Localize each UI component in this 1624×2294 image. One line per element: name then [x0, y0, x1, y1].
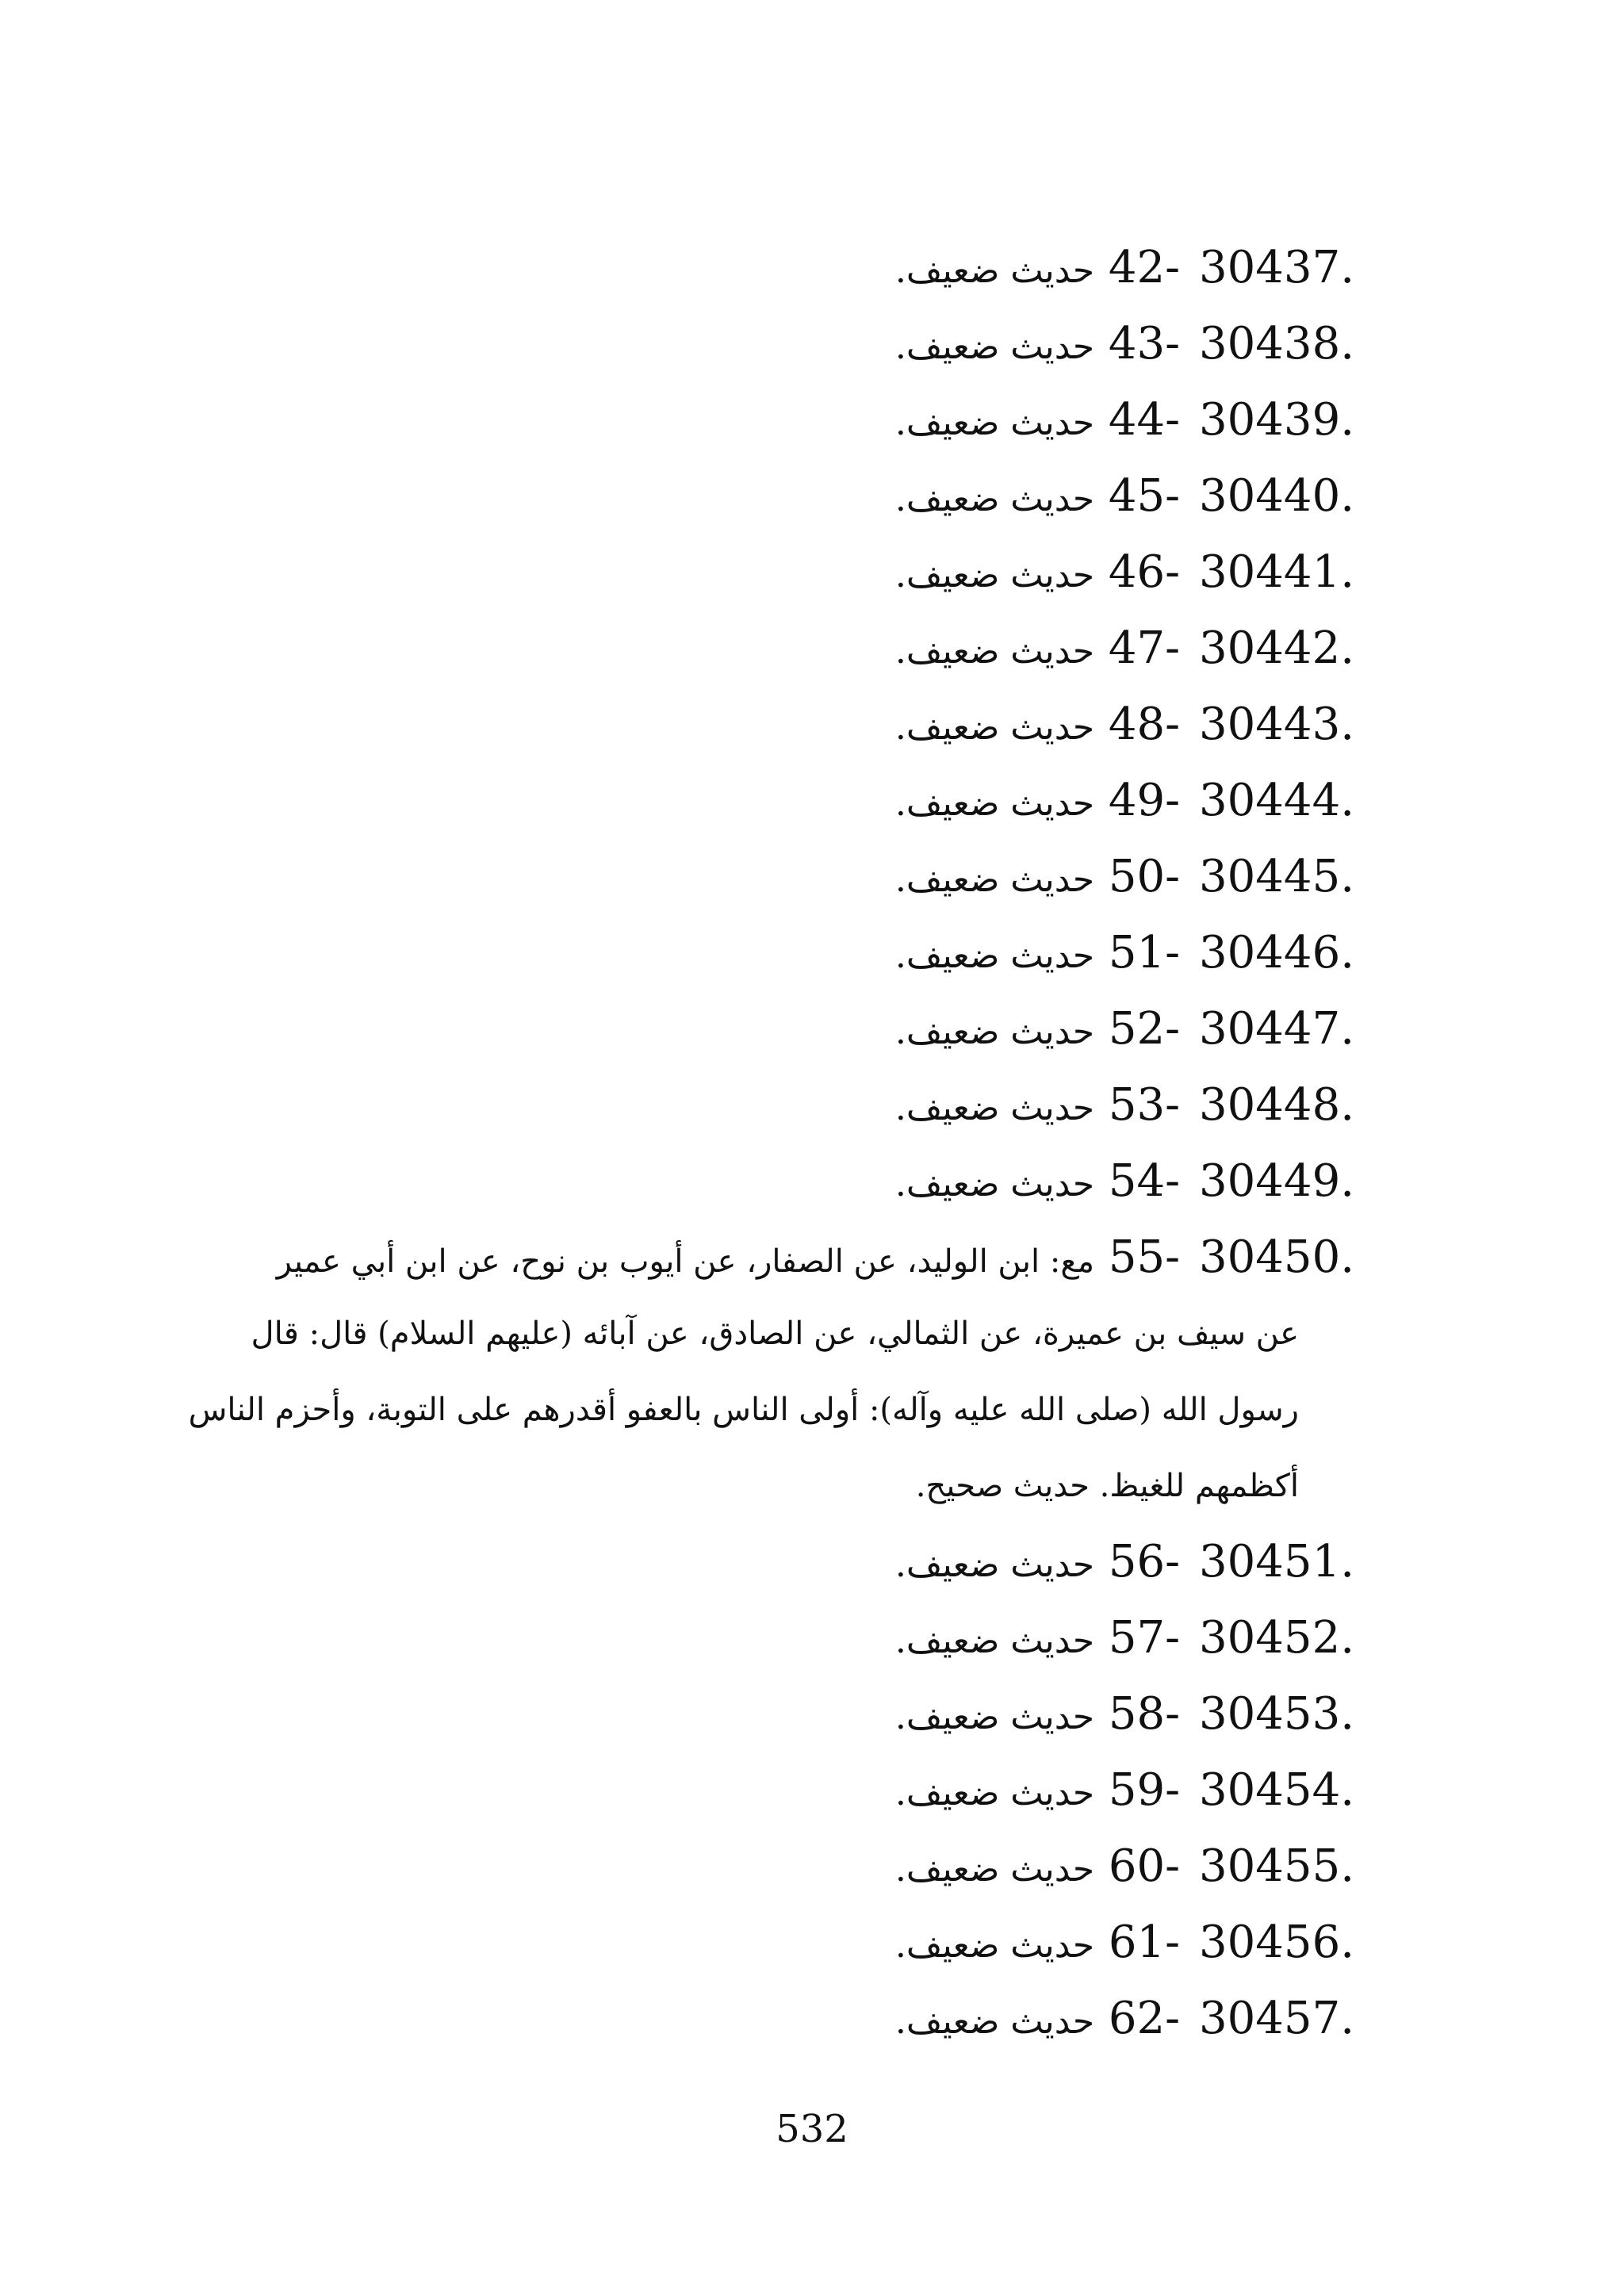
entry-text: حديث ضعيف.	[894, 1545, 1095, 1585]
entry-text: حديث ضعيف.	[894, 707, 1095, 748]
entry-subnumber: 58-	[1108, 1688, 1181, 1740]
list-item	[260, 306, 1354, 382]
entry-subnumber: 60-	[1108, 1840, 1181, 1892]
entry-subnumber: 54-	[1108, 1155, 1181, 1207]
list-item	[260, 839, 1354, 915]
entry-number: 30440.	[1199, 470, 1354, 522]
list-item	[260, 1600, 1354, 1676]
list-item	[260, 1829, 1354, 1905]
entry-subnumber: 57-	[1108, 1612, 1181, 1664]
list-item	[260, 611, 1354, 687]
entry-subnumber: 62-	[1108, 1993, 1181, 2044]
entry-number: 30444.	[1199, 775, 1354, 826]
entry-number: 30442.	[1199, 622, 1354, 674]
entry-number: 30454.	[1199, 1764, 1354, 1816]
list-item	[260, 534, 1354, 611]
list-item	[260, 991, 1354, 1067]
entry-subnumber: 51-	[1108, 927, 1181, 978]
hadith-first-line	[260, 1220, 1354, 1296]
hadith-line: مع: ابن الوليد، عن الصفار، عن أيوب بن نوح، عن ابن أبي عمير	[276, 1243, 1095, 1280]
entry-number: 30447.	[1199, 1003, 1354, 1055]
hadith-line: رسول الله (صلى الله عليه وآله): أولى الناس بالعفو أقدرهم على التوبة، وأحزم الناس	[188, 1392, 1299, 1428]
entry-subnumber: 52-	[1108, 1003, 1181, 1055]
entry-number: 30446.	[1199, 927, 1354, 978]
entry-text: حديث ضعيف.	[894, 327, 1095, 367]
entry-text: حديث ضعيف.	[894, 860, 1095, 900]
entry-subnumber: 53-	[1108, 1079, 1181, 1131]
list-item	[260, 1905, 1354, 1981]
list-item	[260, 915, 1354, 991]
entry-subnumber: 59-	[1108, 1764, 1181, 1816]
hadith-full-entry	[188, 1220, 1354, 1524]
entry-number: 30448.	[1199, 1079, 1354, 1131]
list-item	[260, 1524, 1354, 1600]
list-item	[260, 687, 1354, 763]
entry-number: 30455.	[1199, 1840, 1354, 1892]
entry-number: 30441.	[1199, 546, 1354, 598]
entry-number: 30456.	[1199, 1917, 1354, 1968]
entry-subnumber: 56-	[1108, 1536, 1181, 1587]
entry-text: حديث ضعيف.	[894, 1164, 1095, 1204]
entry-text: حديث ضعيف.	[894, 1773, 1095, 1813]
entry-number: 30457.	[1199, 1993, 1354, 2044]
list-item	[260, 763, 1354, 839]
list-item	[260, 382, 1354, 458]
entry-subnumber: 46-	[1108, 546, 1181, 598]
entry-number: 30450.	[1199, 1231, 1354, 1283]
hadith-line: عن سيف بن عميرة، عن الثمالي، عن الصادق، عن آبائه (عليهم السلام) قال: قال	[251, 1316, 1299, 1352]
list-item	[260, 1143, 1354, 1220]
entry-text: حديث ضعيف.	[894, 1925, 1095, 1966]
entry-number: 30438.	[1199, 318, 1354, 370]
entry-subnumber: 47-	[1108, 622, 1181, 674]
entry-text: حديث ضعيف.	[894, 1697, 1095, 1737]
entry-text: حديث ضعيف.	[894, 555, 1095, 596]
entry-number: 30449.	[1199, 1155, 1354, 1207]
list-item	[260, 1067, 1354, 1143]
list-item	[260, 1981, 1354, 2057]
entry-number: 30451.	[1199, 1536, 1354, 1587]
entry-subnumber: 48-	[1108, 699, 1181, 750]
hadith-line: أكظمهم للغيظ. حديث صحيح.	[915, 1468, 1299, 1504]
entry-subnumber: 50-	[1108, 851, 1181, 902]
entry-text: حديث ضعيف.	[894, 1849, 1095, 1890]
list-item	[260, 230, 1354, 306]
entry-number: 30437.	[1199, 242, 1354, 293]
entry-text: حديث ضعيف.	[894, 2001, 1095, 2042]
entry-number: 30445.	[1199, 851, 1354, 902]
list-item	[260, 1752, 1354, 1829]
entry-text: حديث ضعيف.	[894, 403, 1095, 443]
entry-number: 30443.	[1199, 699, 1354, 750]
entry-text: حديث ضعيف.	[894, 1088, 1095, 1128]
entry-text: حديث ضعيف.	[894, 631, 1095, 672]
entry-text: حديث ضعيف.	[894, 1621, 1095, 1661]
entry-subnumber: 43-	[1108, 318, 1181, 370]
list-item	[260, 1676, 1354, 1752]
entry-number: 30439.	[1199, 394, 1354, 446]
entry-text: حديث ضعيف.	[894, 251, 1095, 291]
entry-text: حديث ضعيف.	[894, 479, 1095, 519]
entry-subnumber: 42-	[1108, 242, 1181, 293]
page-number: 532	[776, 2107, 848, 2151]
list-item	[260, 458, 1354, 534]
entry-text: حديث ضعيف.	[894, 1012, 1095, 1052]
entry-number: 30452.	[1199, 1612, 1354, 1664]
hadith-list	[188, 230, 1354, 2057]
entry-subnumber: 45-	[1108, 470, 1181, 522]
entry-text: حديث ضعيف.	[894, 936, 1095, 976]
entry-number: 30453.	[1199, 1688, 1354, 1740]
entry-text: حديث ضعيف.	[894, 783, 1095, 824]
entry-subnumber: 61-	[1108, 1917, 1181, 1968]
entry-subnumber: 49-	[1108, 775, 1181, 826]
entry-subnumber: 44-	[1108, 394, 1181, 446]
entry-subnumber: 55-	[1108, 1231, 1181, 1283]
